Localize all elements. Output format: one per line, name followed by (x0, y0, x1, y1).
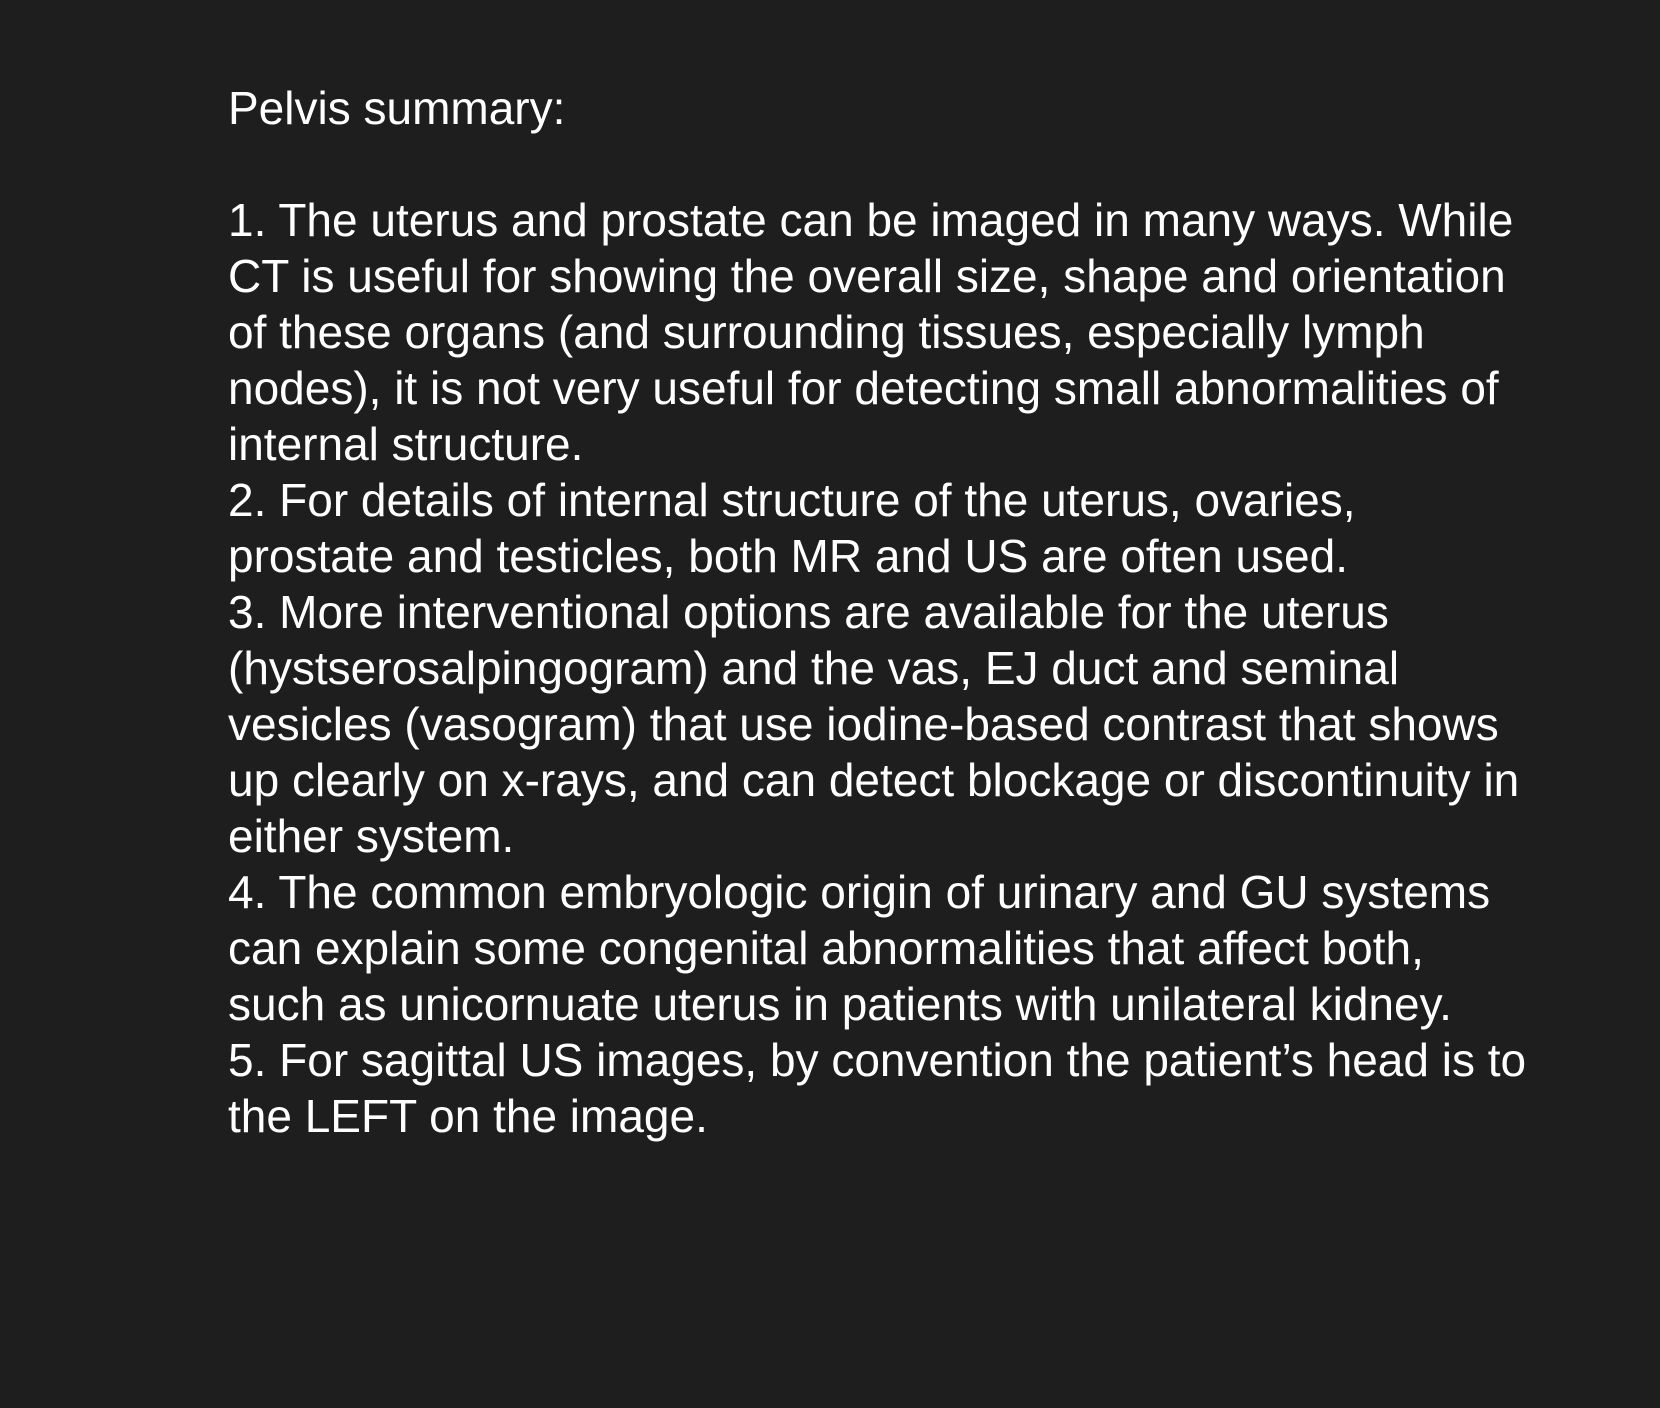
summary-item-2: 2. For details of internal structure of the uterus, ovaries, prostate and testicles, both MR and US are often used. (228, 474, 1356, 582)
summary-item-5: 5. For sagittal US images, by convention the patient’s head is to the LEFT on the image. (228, 1034, 1527, 1142)
summary-item-1: 1. The uterus and prostate can be imaged in many ways. While CT is useful for showing the overall size, shape and orientation of these organs (and surrounding tissues, especially lymph nodes), it is not very useful for detecting small abnormalities of internal structure. (228, 194, 1514, 470)
summary-item-3: 3. More interventional options are available for the uterus (hystserosalpingogram) and the vas, EJ duct and seminal vesicles (vasogram) that use iodine-based contrast that shows up clearly on x-rays, and can detect blockage or discontinuity in either system. (228, 586, 1520, 862)
summary-list (228, 192, 1528, 1144)
summary-item-4: 4. The common embryologic origin of urinary and GU systems can explain some congenital abnormalities that affect both, such as unicornuate uterus in patients with unilateral kidney. (228, 866, 1491, 1030)
slide-title: Pelvis summary: (228, 82, 566, 134)
slide-content (228, 80, 1528, 1144)
